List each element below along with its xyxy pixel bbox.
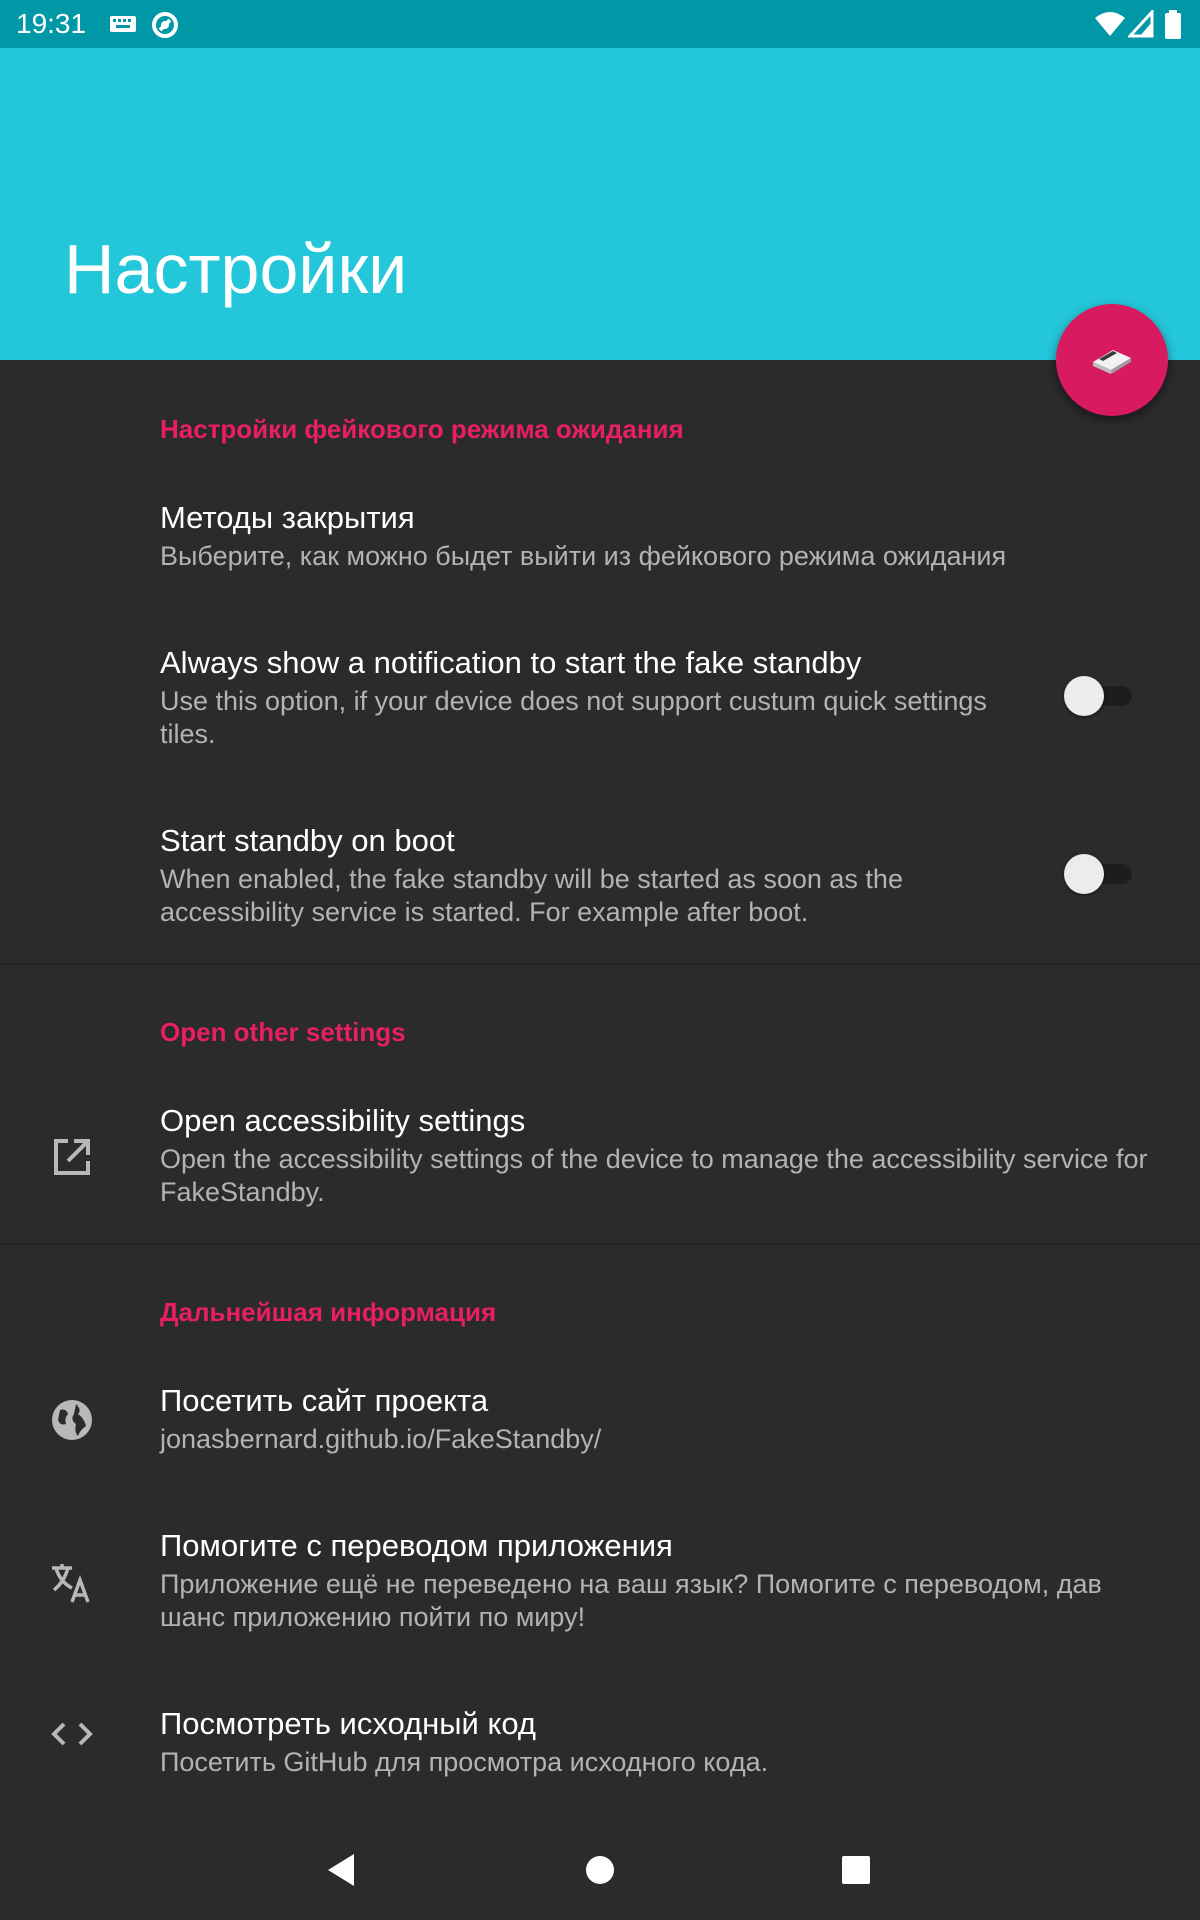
home-icon — [584, 1854, 616, 1886]
globe-icon — [48, 1396, 96, 1444]
recents-button[interactable] — [826, 1840, 886, 1900]
open-in-new-icon — [48, 1133, 96, 1181]
accessibility-settings-item[interactable] — [0, 1093, 1200, 1223]
back-button[interactable] — [312, 1840, 372, 1900]
translate-icon — [48, 1558, 96, 1606]
start-on-boot-toggle[interactable] — [1064, 854, 1136, 894]
category-other-settings: Open other settings — [160, 1017, 406, 1047]
battery-icon — [1164, 10, 1182, 40]
wifi-icon — [1094, 10, 1126, 38]
source-code-title: Посмотреть исходный код — [160, 1706, 537, 1741]
recents-icon — [841, 1855, 871, 1885]
start-on-boot-summary: When enabled, the fake standby will be started as soon as the accessibility service is started. For example after boot. — [160, 864, 903, 927]
source-code-item[interactable] — [0, 1696, 1200, 1796]
notification-item[interactable] — [0, 635, 1200, 765]
translate-title: Помогите с переводом приложения — [160, 1528, 673, 1563]
signal-icon — [1128, 10, 1154, 38]
home-button[interactable] — [570, 1840, 630, 1900]
accessibility-settings-summary: Open the accessibility settings of the device to manage the accessibility service for FakeStandby. — [160, 1144, 1148, 1207]
navigation-bar — [0, 1820, 1200, 1920]
status-bar — [0, 0, 1200, 48]
code-icon — [48, 1710, 96, 1758]
close-methods-summary: Выберите, как можно быдет выйти из фейкового режима ожидания — [160, 541, 1007, 571]
accessibility-settings-title: Open accessibility settings — [160, 1103, 526, 1138]
app-bar — [0, 48, 1200, 360]
source-code-summary: Посетить GitHub для просмотра исходного кода. — [160, 1747, 769, 1777]
toggle-thumb — [1064, 854, 1104, 894]
status-time: 19:31 — [16, 8, 87, 39]
section-divider — [0, 1243, 1200, 1245]
start-standby-button[interactable] — [1056, 304, 1168, 416]
standby-icon — [1089, 340, 1135, 380]
project-site-item[interactable] — [0, 1373, 1200, 1473]
notification-title: Always show a notification to start the fake standby — [160, 645, 862, 680]
category-further-info: Дальнейшая информация — [160, 1297, 497, 1327]
keyboard-icon — [108, 10, 138, 38]
close-methods-item[interactable] — [0, 490, 1200, 590]
toggle-thumb — [1064, 676, 1104, 716]
start-on-boot-title: Start standby on boot — [160, 823, 455, 858]
translate-summary: Приложение ещё не переведено на ваш язык? Помогите с переводом, дав шанс приложению пойти по миру! — [160, 1569, 1102, 1632]
project-site-url: jonasbernard.github.io/FakeStandby/ — [160, 1424, 602, 1454]
project-site-title: Посетить сайт проекта — [160, 1383, 489, 1418]
translate-item[interactable] — [0, 1518, 1200, 1648]
back-icon — [324, 1852, 360, 1888]
start-on-boot-item[interactable] — [0, 813, 1200, 943]
sync-icon — [150, 10, 180, 40]
notification-summary: Use this option, if your device does not support custum quick settings tiles. — [160, 686, 987, 749]
close-methods-title: Методы закрытия — [160, 500, 415, 535]
notification-toggle[interactable] — [1064, 676, 1136, 716]
section-divider — [0, 963, 1200, 965]
page-title: Настройки — [64, 230, 408, 308]
category-fake-standby: Настройки фейкового режима ожидания — [160, 414, 684, 444]
